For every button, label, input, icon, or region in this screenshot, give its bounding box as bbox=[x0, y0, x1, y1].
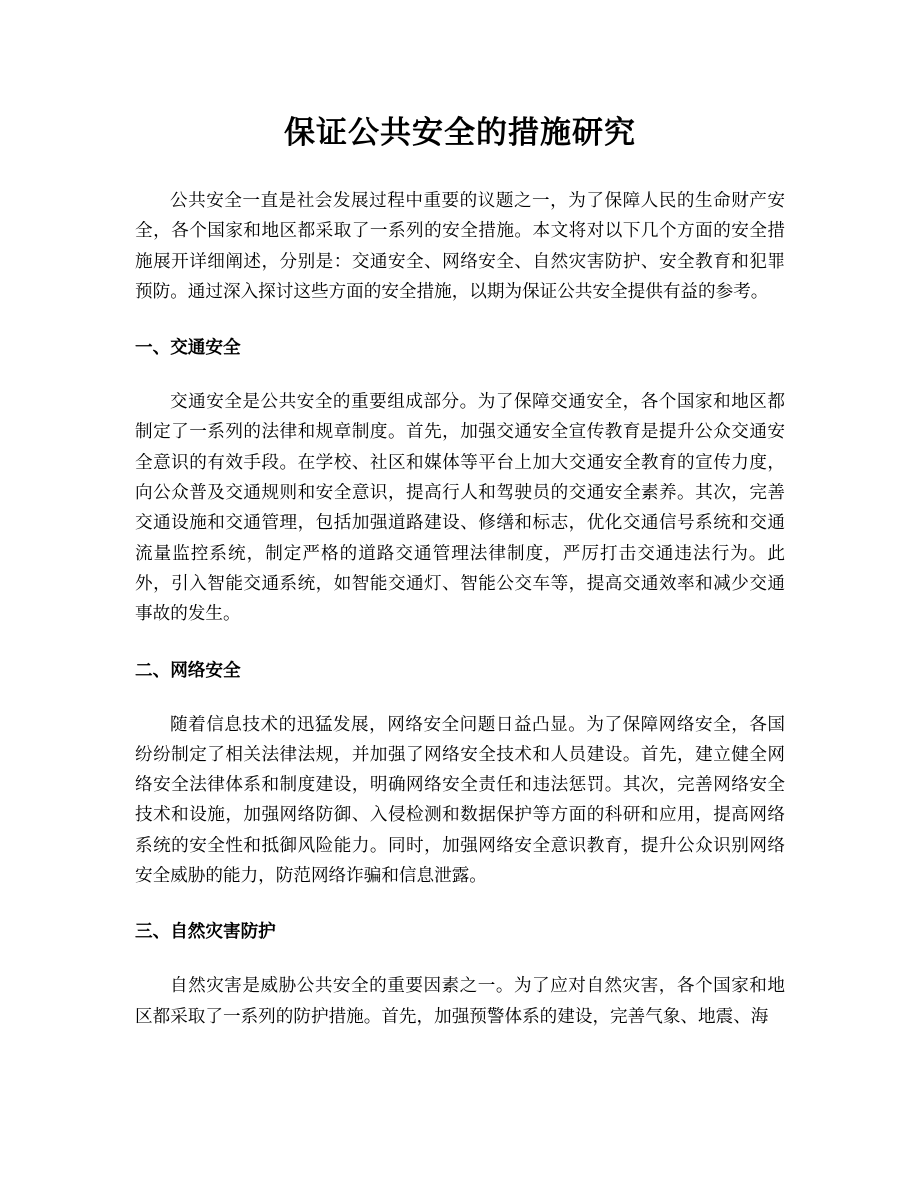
section-body-traffic: 交通安全是公共安全的重要组成部分。为了保障交通安全，各个国家和地区都制定了一系列的法律和规章制度。首先，加强交通安全宣传教育是提升公众交通安全意识的有效手段。在学校、社区和媒体等平台上加大交通安全教育的宣传力度，向公众普及交通规则和安全意识，提高行人和驾驶员的交通安全素养。其次，完善交通设施和交通管理，包括加强道路建设、修缮和标志，优化交通信号系统和交通流量监控系统，制定严格的道路交通管理法律制度，严厉打击交通违法行为。此外，引入智能交通系统，如智能交通灯、智能公交车等，提高交通效率和减少交通事故的发生。 bbox=[135, 392, 785, 625]
section-heading-network: 二、网络安全 bbox=[135, 660, 241, 681]
section-heading-disaster: 三、自然灾害防护 bbox=[135, 922, 276, 943]
section-body-network: 随着信息技术的迅猛发展，网络安全问题日益凸显。为了保障网络安全，各国纷纷制定了相关法律法规，并加强了网络安全技术和人员建设。首先，建立健全网络安全法律体系和制度建设，明确网络安全责任和违法惩罚。其次，完善网络安全技术和设施，加强网络防御、入侵检测和数据保护等方面的科研和应用，提高网络系统的安全性和抵御风险能力。同时，加强网络安全意识教育，提升公众识别网络安全威胁的能力，防范网络诈骗和信息泄露。 bbox=[135, 714, 785, 887]
section-heading-traffic: 一、交通安全 bbox=[135, 338, 241, 359]
section-body-disaster: 自然灾害是威胁公共安全的重要因素之一。为了应对自然灾害，各个国家和地区都采取了一系列的防护措施。首先，加强预警体系的建设，完善气象、地震、海 bbox=[135, 976, 785, 1027]
document-title: 保证公共安全的措施研究 bbox=[284, 115, 636, 151]
intro-paragraph: 公共安全一直是社会发展过程中重要的议题之一，为了保障人民的生命财产安全，各个国家和地区都采取了一系列的安全措施。本文将对以下几个方面的安全措施展开详细阐述，分别是：交通安全、网络安全、自然灾害防护、安全教育和犯罪预防。通过深入探讨这些方面的安全措施，以期为保证公共安全提供有益的参考。 bbox=[135, 191, 785, 302]
